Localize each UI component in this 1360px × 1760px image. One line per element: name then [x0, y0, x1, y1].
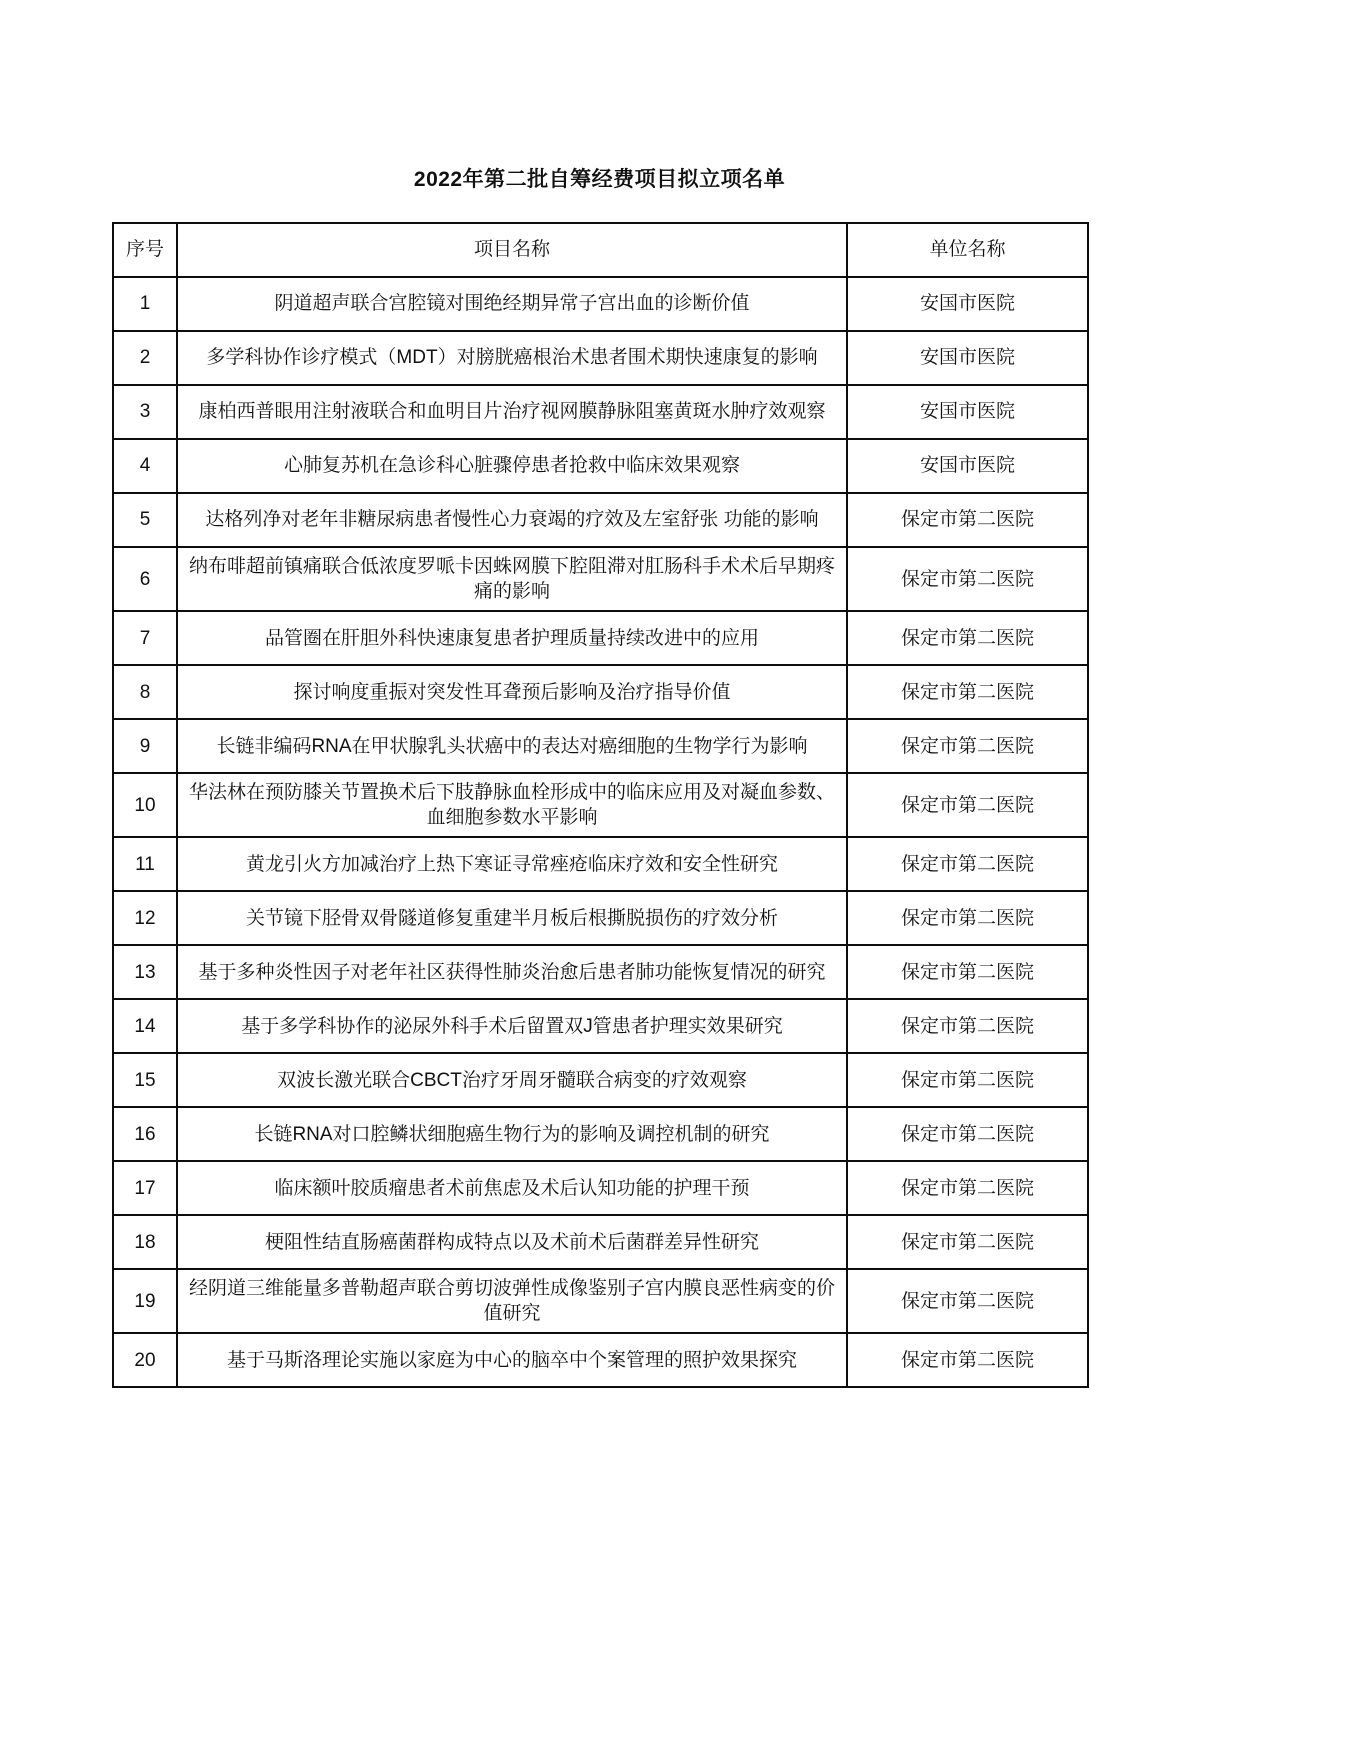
table-row: [113, 1107, 1088, 1161]
header-row-number: 序号: [113, 223, 177, 277]
project-name-cell: 长链非编码RNA在甲状腺乳头状癌中的表达对癌细胞的生物学行为影响: [177, 719, 847, 773]
table-row: [113, 1215, 1088, 1269]
unit-name-cell: 安国市医院: [847, 439, 1088, 493]
row-number: 6: [113, 547, 177, 611]
row-number: 10: [113, 773, 177, 837]
project-name-cell: 达格列净对老年非糖尿病患者慢性心力衰竭的疗效及左室舒张 功能的影响: [177, 493, 847, 547]
project-name-cell: 纳布啡超前镇痛联合低浓度罗哌卡因蛛网膜下腔阻滞对肛肠科手术术后早期疼痛的影响: [177, 547, 847, 611]
row-number: 15: [113, 1053, 177, 1107]
project-name-cell: 阴道超声联合宫腔镜对围绝经期异常子宫出血的诊断价值: [177, 277, 847, 331]
table-row: [113, 1333, 1088, 1387]
row-number: 14: [113, 999, 177, 1053]
unit-name-cell: 安国市医院: [847, 385, 1088, 439]
project-table: [112, 222, 1089, 1388]
table-row: [113, 719, 1088, 773]
table-row: [113, 665, 1088, 719]
unit-name-cell: 保定市第二医院: [847, 1269, 1088, 1333]
unit-name-cell: 保定市第二医院: [847, 665, 1088, 719]
unit-name-cell: 保定市第二医院: [847, 547, 1088, 611]
project-name-cell: 探讨响度重振对突发性耳聋预后影响及治疗指导价值: [177, 665, 847, 719]
row-number: 3: [113, 385, 177, 439]
unit-name-cell: 保定市第二医院: [847, 719, 1088, 773]
header-unit-name: 单位名称: [847, 223, 1088, 277]
row-number: 12: [113, 891, 177, 945]
row-number: 16: [113, 1107, 177, 1161]
page-title: 2022年第二批自筹经费项目拟立项名单: [413, 168, 786, 191]
row-number: 19: [113, 1269, 177, 1333]
table-row: [113, 945, 1088, 999]
table-row: [113, 277, 1088, 331]
table-row: [113, 1053, 1088, 1107]
project-name-cell: 关节镜下胫骨双骨隧道修复重建半月板后根撕脱损伤的疗效分析: [177, 891, 847, 945]
unit-name-cell: 保定市第二医院: [847, 837, 1088, 891]
table-row: [113, 547, 1088, 611]
row-number: 8: [113, 665, 177, 719]
unit-name-cell: 安国市医院: [847, 277, 1088, 331]
table-row: [113, 611, 1088, 665]
project-name-cell: 梗阻性结直肠癌菌群构成特点以及术前术后菌群差异性研究: [177, 1215, 847, 1269]
project-name-cell: 长链RNA对口腔鳞状细胞癌生物行为的影响及调控机制的研究: [177, 1107, 847, 1161]
row-number: 2: [113, 331, 177, 385]
project-name-cell: 基于多种炎性因子对老年社区获得性肺炎治愈后患者肺功能恢复情况的研究: [177, 945, 847, 999]
project-name-cell: 临床额叶胶质瘤患者术前焦虑及术后认知功能的护理干预: [177, 1161, 847, 1215]
unit-name-cell: 保定市第二医院: [847, 493, 1088, 547]
unit-name-cell: 保定市第二医院: [847, 1215, 1088, 1269]
row-number: 13: [113, 945, 177, 999]
table-row: [113, 1161, 1088, 1215]
table-row: [113, 837, 1088, 891]
row-number: 11: [113, 837, 177, 891]
unit-name-cell: 保定市第二医院: [847, 1161, 1088, 1215]
header-project-name: 项目名称: [177, 223, 847, 277]
row-number: 17: [113, 1161, 177, 1215]
table-row: [113, 773, 1088, 837]
unit-name-cell: 保定市第二医院: [847, 773, 1088, 837]
table-row: [113, 493, 1088, 547]
row-number: 18: [113, 1215, 177, 1269]
table-header-row: [113, 223, 1088, 277]
unit-name-cell: 保定市第二医院: [847, 945, 1088, 999]
unit-name-cell: 保定市第二医院: [847, 999, 1088, 1053]
row-number: 7: [113, 611, 177, 665]
row-number: 20: [113, 1333, 177, 1387]
unit-name-cell: 保定市第二医院: [847, 611, 1088, 665]
project-name-cell: 华法林在预防膝关节置换术后下肢静脉血栓形成中的临床应用及对凝血参数、 血细胞参数水平影响: [177, 773, 847, 837]
table-row: [113, 891, 1088, 945]
project-name-cell: 康柏西普眼用注射液联合和血明目片治疗视网膜静脉阻塞黄斑水肿疗效观察: [177, 385, 847, 439]
table-body: [113, 277, 1088, 1387]
table-row: [113, 439, 1088, 493]
unit-name-cell: 安国市医院: [847, 331, 1088, 385]
unit-name-cell: 保定市第二医院: [847, 1053, 1088, 1107]
unit-name-cell: 保定市第二医院: [847, 1333, 1088, 1387]
project-name-cell: 心肺复苏机在急诊科心脏骤停患者抢救中临床效果观察: [177, 439, 847, 493]
project-name-cell: 基于多学科协作的泌尿外科手术后留置双J管患者护理实效果研究: [177, 999, 847, 1053]
table-row: [113, 385, 1088, 439]
table-row: [113, 1269, 1088, 1333]
row-number: 5: [113, 493, 177, 547]
project-name-cell: 经阴道三维能量多普勒超声联合剪切波弹性成像鉴别子宫内膜良恶性病变的价值研究: [177, 1269, 847, 1333]
unit-name-cell: 保定市第二医院: [847, 1107, 1088, 1161]
row-number: 9: [113, 719, 177, 773]
project-name-cell: 多学科协作诊疗模式（MDT）对膀胱癌根治术患者围术期快速康复的影响: [177, 331, 847, 385]
project-name-cell: 品管圈在肝胆外科快速康复患者护理质量持续改进中的应用: [177, 611, 847, 665]
table-row: [113, 999, 1088, 1053]
row-number: 4: [113, 439, 177, 493]
project-name-cell: 双波长激光联合CBCT治疗牙周牙髓联合病变的疗效观察: [177, 1053, 847, 1107]
project-name-cell: 黄龙引火方加减治疗上热下寒证寻常痤疮临床疗效和安全性研究: [177, 837, 847, 891]
project-name-cell: 基于马斯洛理论实施以家庭为中心的脑卒中个案管理的照护效果探究: [177, 1333, 847, 1387]
table-row: [113, 331, 1088, 385]
row-number: 1: [113, 277, 177, 331]
unit-name-cell: 保定市第二医院: [847, 891, 1088, 945]
